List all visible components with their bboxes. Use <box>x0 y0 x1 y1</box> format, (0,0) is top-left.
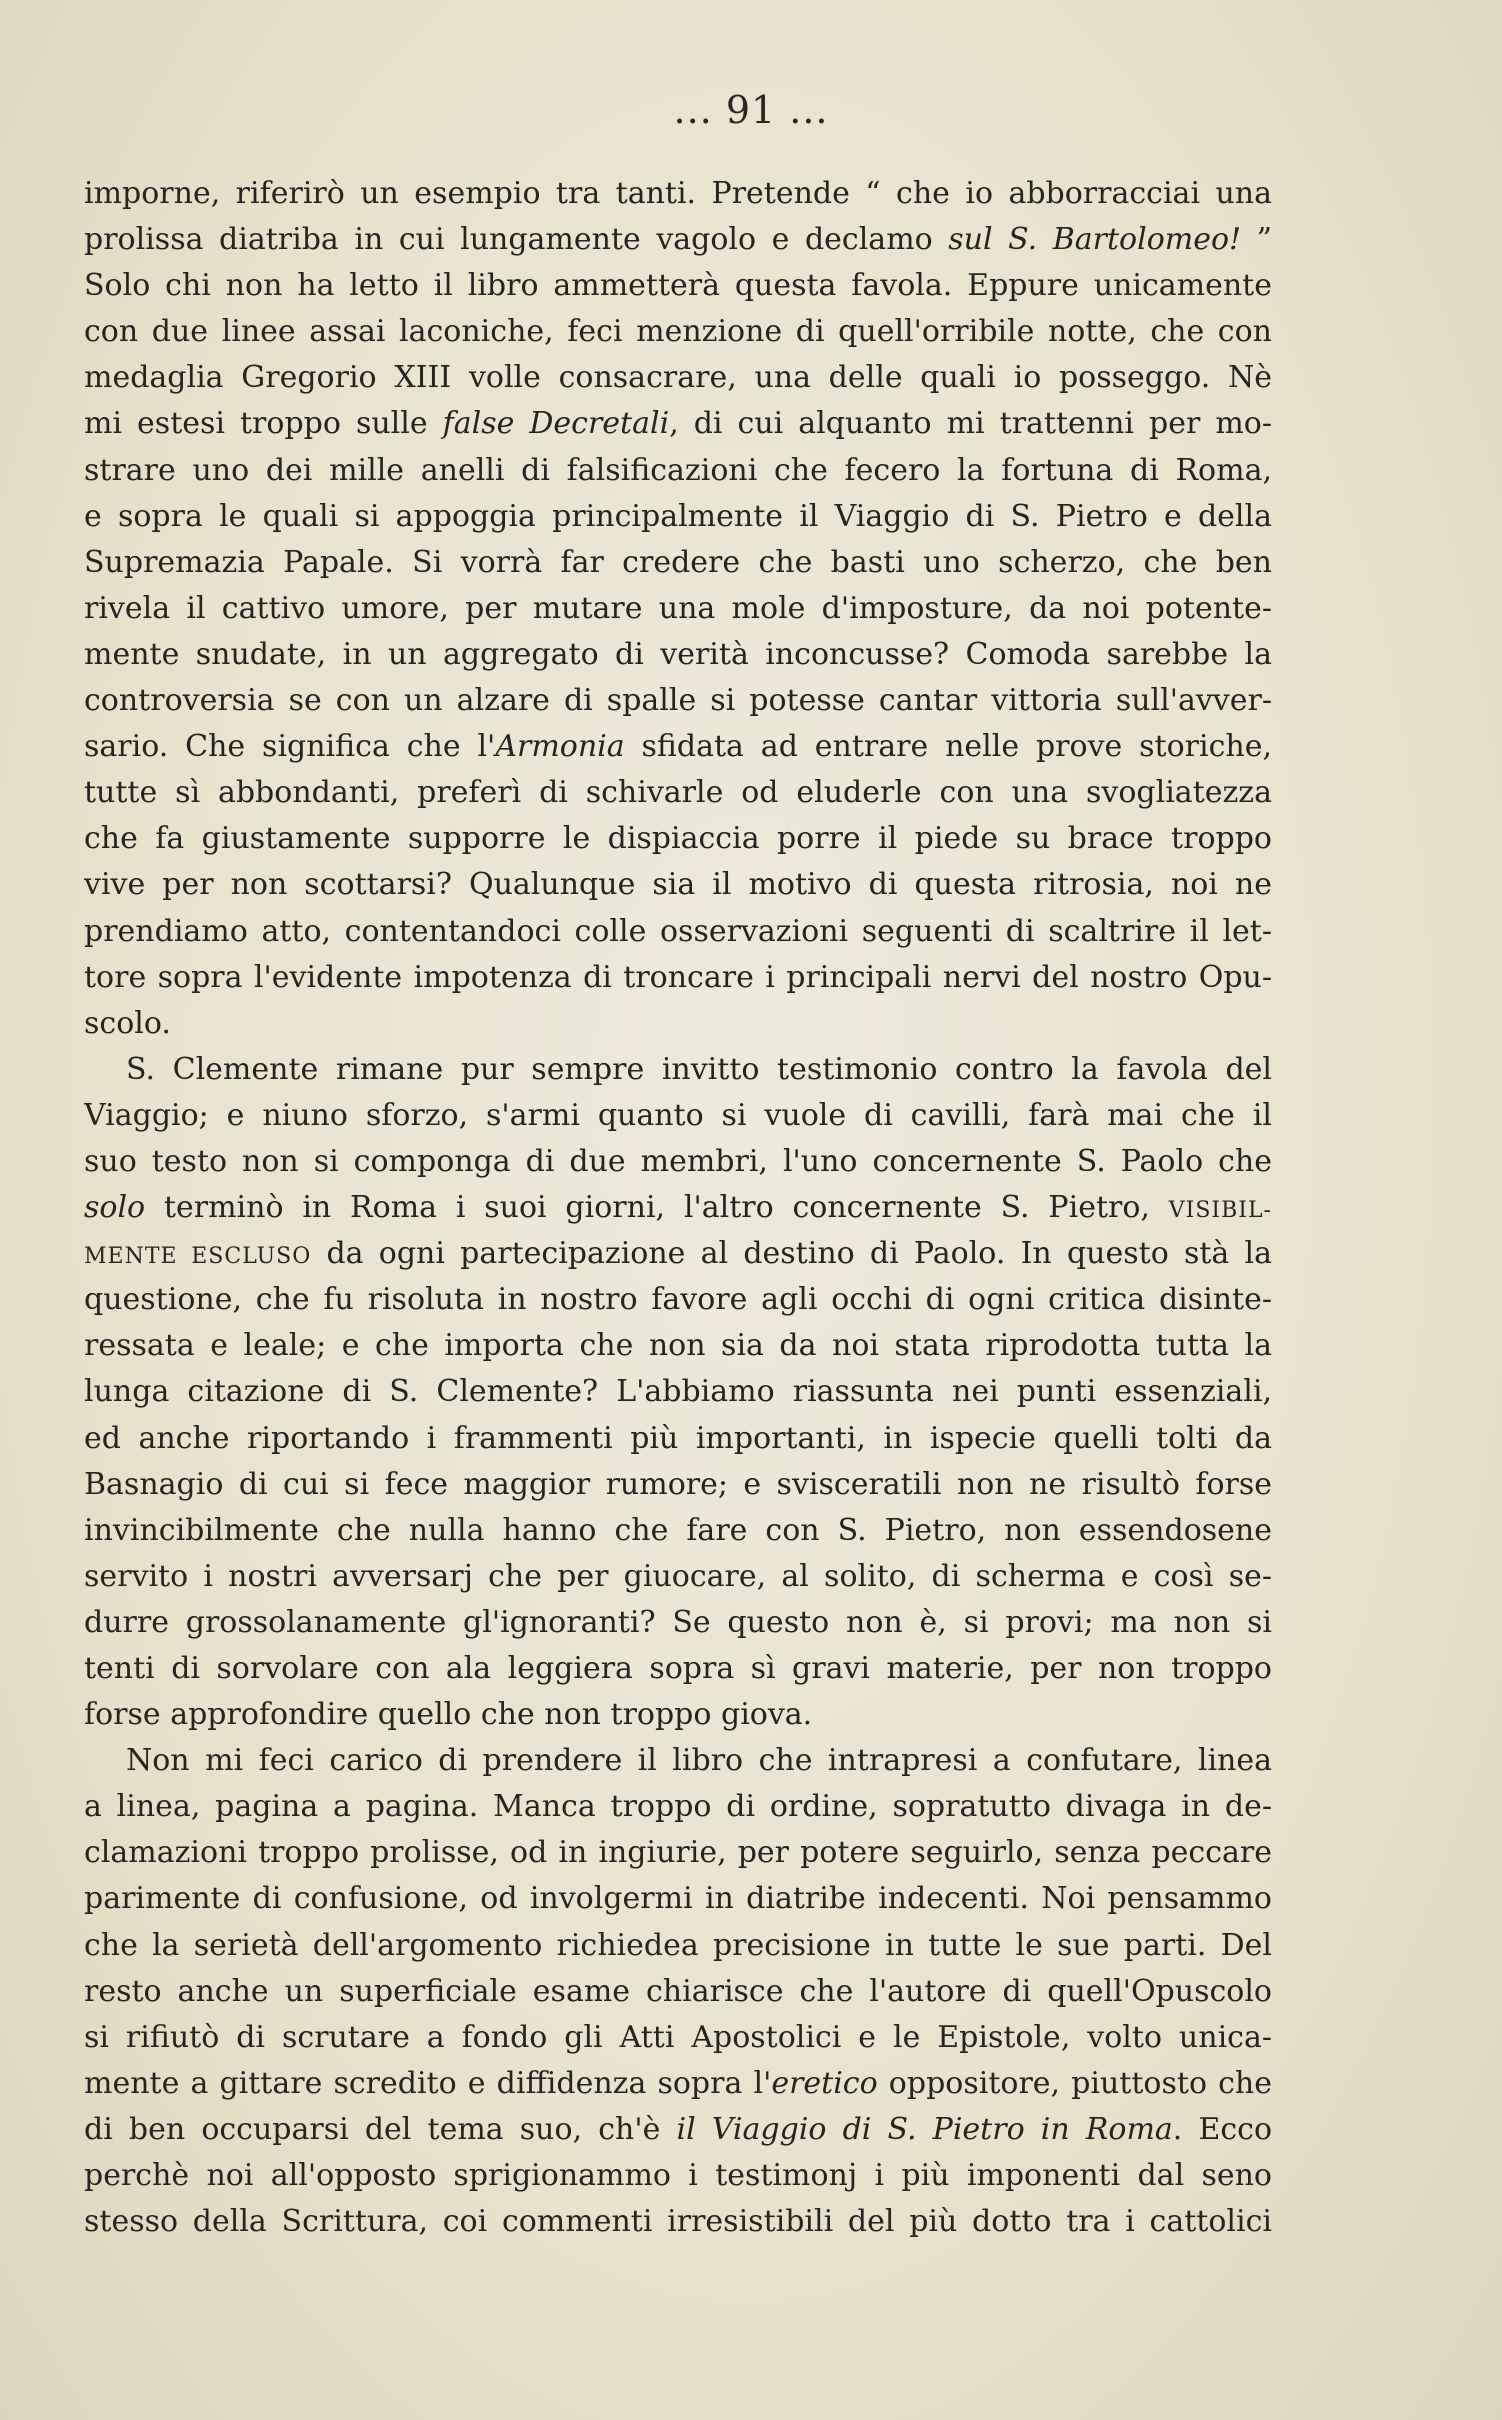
text-segment: clamazioni troppo prolisse, od in ingiurie, per potere seguirlo, senza peccare <box>84 1835 1272 1871</box>
text-segment: servito i nostri avversarj che per giuocare, al solito, di scherma e così se- <box>84 1558 1272 1594</box>
text-segment: durre grossolanamente gl'ignoranti? Se questo non è, si provi; ma non si <box>84 1604 1272 1640</box>
text-segment: di ben occuparsi del tema suo, ch'è <box>84 2111 677 2147</box>
page-number: ... 91 ... <box>673 88 829 132</box>
text-segment: oppositore, piuttosto che <box>877 2065 1272 2101</box>
text-segment: forse approfondire quello che non troppo giova. <box>84 1697 813 1733</box>
text-line <box>84 1047 1272 1093</box>
text-segment: medaglia Gregorio XIII volle consacrare, una delle quali io posseggo. Nè <box>84 360 1272 396</box>
text-segment: S. Clemente rimane pur sempre invitto testimonio contro la favola del <box>126 1051 1272 1087</box>
text-line <box>84 171 1272 217</box>
text-line <box>84 1462 1272 1508</box>
text-line <box>84 1508 1272 1554</box>
text-line <box>84 1876 1272 1922</box>
text-line <box>84 1554 1272 1600</box>
text-segment: imporne, riferirò un esempio tra tanti. Pretende “ che io abborracciai una <box>84 176 1272 211</box>
text-line <box>84 724 1272 770</box>
text-line <box>84 2199 1272 2245</box>
text-line <box>84 632 1272 678</box>
text-segment: scolo. <box>84 1005 171 1041</box>
text-line <box>84 1830 1272 1876</box>
text-line <box>84 1231 1272 1277</box>
text-segment: Viaggio; e niuno sforzo, s'armi quanto si vuole di cavilli, farà mai che il <box>84 1097 1272 1133</box>
text-line <box>84 401 1272 447</box>
text-segment: tore sopra l'evidente impotenza di troncare i principali nervi del nostro Opu- <box>84 959 1272 995</box>
text-segment: rivela il cattivo umore, per mutare una mole d'imposture, da noi potente- <box>84 590 1272 626</box>
text-line <box>84 217 1272 263</box>
text-line <box>84 1323 1272 1369</box>
text-segment: stesso della Scrittura, coi commenti irresistibili del più dotto tra i cattolici <box>84 2204 1272 2240</box>
text-segment: Supremazia Papale. Si vorrà far credere che basti uno scherzo, che ben <box>84 544 1272 580</box>
text-segment: e sopra le quali si appoggia principalmente il Viaggio di S. Pietro e della <box>84 498 1272 534</box>
text-segment: parimente di confusione, od involgermi in diatribe indecenti. Noi pensammo <box>84 1881 1272 1917</box>
text-segment: prendiamo atto, contentandoci colle osservazioni seguenti di scaltrire il let- <box>84 913 1272 949</box>
text-segment: mente a gittare scredito e diffidenza sopra l' <box>84 2065 772 2101</box>
italic-text: sul S. Bartolomeo! <box>948 222 1242 258</box>
text-line <box>84 909 1272 955</box>
text-segment: che la serietà dell'argomento richiedea precisione in tutte le sue parti. Del <box>84 1927 1272 1963</box>
italic-text: false Decretali <box>442 406 670 442</box>
text-line <box>84 263 1272 309</box>
text-segment: che fa giustamente supporre le dispiaccia porre il piede su brace troppo <box>84 821 1272 857</box>
text-segment: ed anche riportando i frammenti più importanti, in ispecie quelli tolti da <box>84 1420 1272 1456</box>
text-segment: . Ecco <box>1172 2111 1272 2147</box>
text-segment: sfidata ad entrare nelle prove storiche, <box>624 729 1272 765</box>
text-segment: Basnagio di cui si fece maggior rumore; e svisceratili non ne risultò forse <box>84 1466 1272 1502</box>
text-line <box>84 2107 1272 2153</box>
text-segment: ” <box>1241 222 1272 258</box>
text-segment: lunga citazione di S. Clemente? L'abbiamo riassunta nei punti essenziali, <box>84 1374 1272 1410</box>
text-line <box>84 770 1272 816</box>
text-segment: terminò in Roma i suoi giorni, l'altro concernente S. Pietro, <box>145 1190 1169 1226</box>
text-line <box>84 1969 1272 2015</box>
text-segment: tutte sì abbondanti, preferì di schivarle od eluderle con una svogliatezza <box>84 775 1272 811</box>
text-line <box>84 1139 1272 1185</box>
text-line <box>84 494 1272 540</box>
text-segment: , di cui alquanto mi trattenni per mo- <box>669 406 1272 442</box>
text-line <box>84 2015 1272 2061</box>
text-line <box>84 1369 1272 1415</box>
text-segment: tenti di sorvolare con ala leggiera sopra sì gravi materie, per non troppo <box>84 1651 1272 1686</box>
text-segment: resto anche un superficiale esame chiarisce che l'autore di quell'Opuscolo <box>84 1973 1272 2009</box>
text-line <box>84 1600 1272 1646</box>
text-line <box>84 1692 1272 1738</box>
text-line <box>84 1923 1272 1969</box>
text-segment: a linea, pagina a pagina. Manca troppo di ordine, sopratutto divaga in de- <box>84 1789 1272 1825</box>
text-line <box>84 1416 1272 1462</box>
text-segment: si rifiutò di scrutare a fondo gli Atti Apostolici e le Epistole, volto unica- <box>84 2019 1272 2055</box>
text-segment: mente snudate, in un aggregato di verità inconcusse? Comoda sarebbe la <box>84 636 1272 672</box>
text-segment: sario. Che significa che l' <box>84 729 496 765</box>
text-segment: controversia se con un alzare di spalle si potesse cantar vittoria sull'avver- <box>84 683 1272 719</box>
text-segment: ressata e leale; e che importa che non sia da noi stata riprodotta tutta la <box>84 1328 1272 1364</box>
text-segment: Non mi feci carico di prendere il libro che intrapresi a confutare, linea <box>126 1743 1272 1779</box>
body-text <box>84 171 1272 2245</box>
text-line <box>84 355 1272 401</box>
text-segment: mi estesi troppo sulle <box>84 406 443 442</box>
text-segment: strare uno dei mille anelli di falsificazioni che fecero la fortuna di Roma, <box>84 452 1272 488</box>
text-segment: questione, che fu risoluta in nostro favore agli occhi di ogni critica disinte- <box>84 1282 1272 1318</box>
text-segment: prolissa diatriba in cui lungamente vagolo e declamo <box>84 222 949 258</box>
text-line <box>84 1738 1272 1784</box>
text-line <box>84 2061 1272 2107</box>
italic-text: Armonia <box>495 729 625 765</box>
text-line <box>84 1646 1272 1692</box>
text-line <box>84 1185 1272 1231</box>
text-line <box>84 448 1272 494</box>
text-segment: con due linee assai laconiche, feci menzione di quell'orribile notte, che con <box>84 314 1272 350</box>
small-caps-text: VISIBIL- <box>1168 1198 1272 1224</box>
text-line <box>84 862 1272 908</box>
text-segment: suo testo non si componga di due membri, l'uno concernente S. Paolo che <box>84 1143 1272 1179</box>
text-line <box>84 955 1272 1001</box>
italic-text: eretico <box>771 2065 878 2101</box>
text-segment: perchè noi all'opposto sprigionammo i testimonj i più imponenti dal seno <box>84 2158 1272 2194</box>
text-line <box>84 1277 1272 1323</box>
text-segment: vive per non scottarsi? Qualunque sia il motivo di questa ritrosia, noi ne <box>84 867 1272 903</box>
italic-text: solo <box>84 1190 146 1226</box>
text-line <box>84 678 1272 724</box>
text-segment: Solo chi non ha letto il libro ammetterà questa favola. Eppure unicamente <box>84 268 1272 304</box>
text-line <box>84 309 1272 355</box>
text-line <box>84 1093 1272 1139</box>
text-line <box>84 540 1272 586</box>
small-caps-text: MENTE ESCLUSO <box>84 1244 312 1270</box>
text-line <box>84 1001 1272 1047</box>
text-segment: invincibilmente che nulla hanno che fare con S. Pietro, non essendosene <box>84 1512 1272 1548</box>
text-segment: da ogni partecipazione al destino di Paolo. In questo stà la <box>311 1236 1272 1272</box>
text-line <box>84 1784 1272 1830</box>
text-line <box>84 586 1272 632</box>
italic-text: il Viaggio di S. Pietro in Roma <box>676 2111 1173 2147</box>
text-line <box>84 2153 1272 2199</box>
text-line <box>84 816 1272 862</box>
